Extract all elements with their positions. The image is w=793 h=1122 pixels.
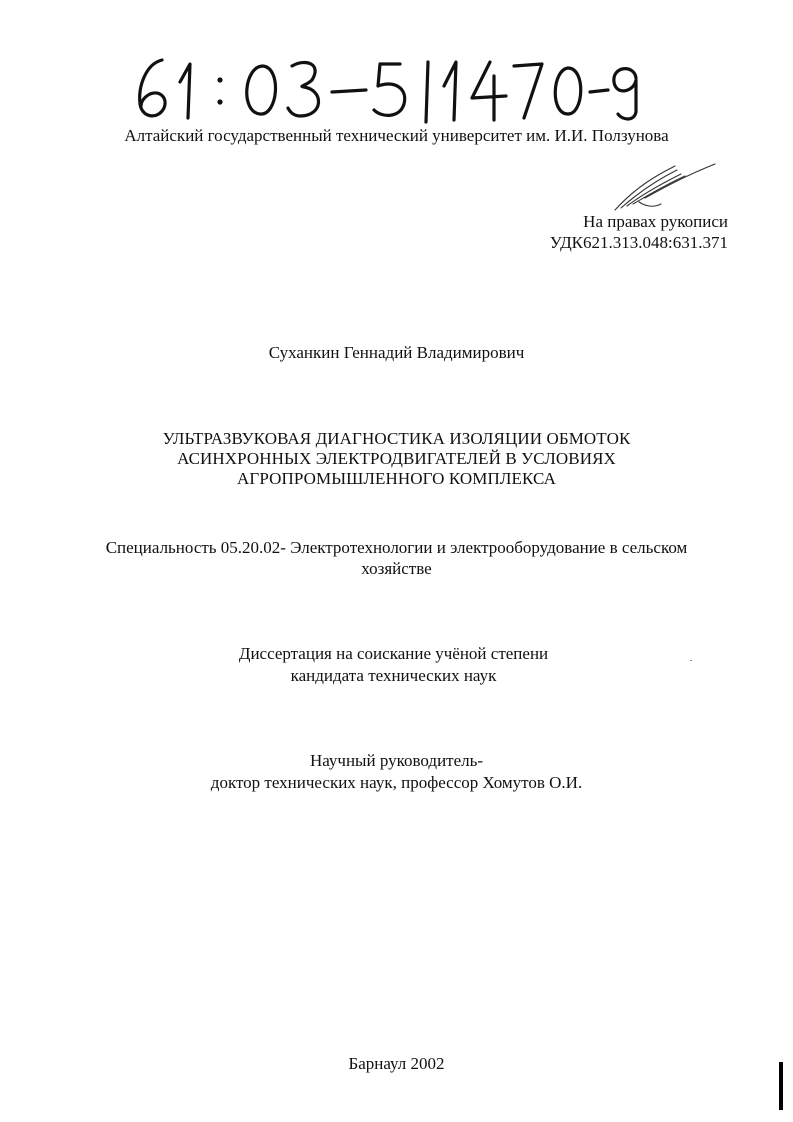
university-name: Алтайский государственный технический университет им. И.И. Ползунова — [124, 126, 669, 145]
specialty-line: хозяйстве — [361, 559, 432, 578]
rights-block — [550, 211, 728, 253]
specialty — [0, 537, 793, 579]
thesis-line: кандидата технических наук — [290, 666, 497, 685]
scientific-advisor — [0, 750, 793, 794]
signature-mark — [605, 158, 720, 218]
advisor-line: доктор технических наук, профессор Хомутов О.И. — [210, 773, 583, 792]
scan-edge-mark — [779, 1062, 783, 1110]
thesis-degree — [0, 643, 790, 687]
title-line: УЛЬТРАЗВУКОВАЯ ДИАГНОСТИКА ИЗОЛЯЦИИ ОБМОТОК — [162, 429, 631, 448]
handwritten-archive-code — [128, 52, 648, 124]
city-year: Барнаул 2002 — [348, 1054, 445, 1073]
udc-code: УДК621.313.048:631.371 — [549, 233, 728, 252]
specialty-line: Специальность 05.20.02- Электротехнологии и электрооборудование в сельском — [105, 538, 688, 557]
scan-speck — [690, 660, 692, 661]
title-line: АГРОПРОМЫШЛЕННОГО КОМПЛЕКСА — [237, 469, 556, 488]
author-name: Суханкин Геннадий Владимирович — [268, 343, 525, 362]
advisor-line: Научный руководитель- — [309, 751, 484, 770]
rights-notice: На правах рукописи — [583, 212, 728, 231]
dissertation-title — [0, 429, 793, 489]
title-line: АСИНХРОННЫХ ЭЛЕКТРОДВИГАТЕЛЕЙ В УСЛОВИЯХ — [177, 449, 616, 468]
thesis-line: Диссертация на соискание учёной степени — [238, 644, 549, 663]
